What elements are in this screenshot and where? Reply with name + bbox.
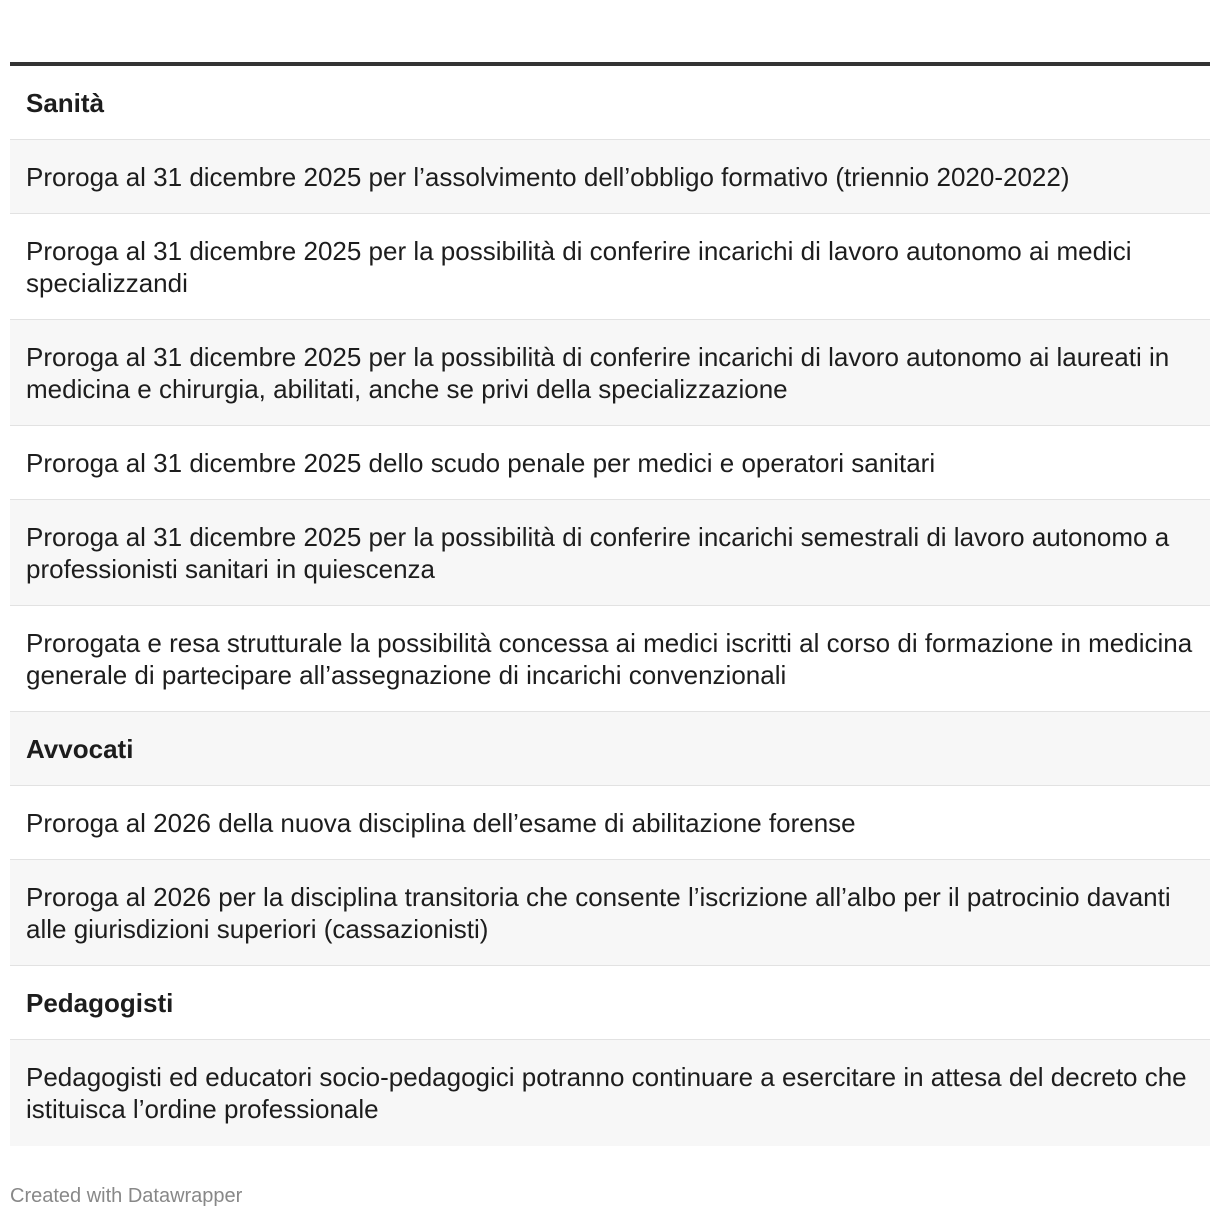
row-text: Prorogata e resa strutturale la possibilità concessa ai medici iscritti al corso di formazione in medicina generale di partecipare all’assegnazione di incarichi convenzionali [26, 627, 1193, 690]
table-row [10, 320, 1210, 426]
table-row [10, 214, 1210, 320]
row-text: Pedagogisti [26, 987, 174, 1018]
table-row [10, 426, 1210, 500]
row-text: Proroga al 31 dicembre 2025 per la possibilità di conferire incarichi di lavoro autonomo ai medici specializzandi [26, 235, 1132, 298]
row-text: Proroga al 2026 per la disciplina transitoria che consente l’iscrizione all’albo per il patrocinio davanti alle giurisdizioni superiori (cassazionisti) [26, 881, 1171, 944]
section-heading-avvocati [10, 712, 1210, 786]
row-text: Sanità [26, 87, 105, 118]
row-text: Proroga al 2026 della nuova disciplina dell’esame di abilitazione forense [26, 807, 856, 838]
row-text: Avvocati [26, 733, 134, 764]
row-text: Proroga al 31 dicembre 2025 per la possibilità di conferire incarichi semestrali di lavoro autonomo a professionisti sanitari in quiescenza [26, 521, 1170, 584]
table-row [10, 860, 1210, 966]
row-text: Proroga al 31 dicembre 2025 dello scudo penale per medici e operatori sanitari [26, 447, 936, 478]
section-heading-pedagogisti [10, 966, 1210, 1040]
row-text: Proroga al 31 dicembre 2025 per l’assolvimento dell’obbligo formativo (triennio 2020-2022) [26, 161, 1070, 192]
section-heading-sanita [10, 66, 1210, 140]
row-text: Proroga al 31 dicembre 2025 per la possibilità di conferire incarichi di lavoro autonomo ai laureati in medicina e chirurgia, abilitati, anche se privi della specializzazione [26, 341, 1170, 404]
row-text: Pedagogisti ed educatori socio-pedagogici potranno continuare a esercitare in attesa del decreto che istituisca l’ordine professionale [26, 1062, 1187, 1124]
table-row [10, 140, 1210, 214]
table-row [10, 1040, 1210, 1146]
data-table [10, 62, 1210, 1146]
table-row [10, 786, 1210, 860]
table-row [10, 606, 1210, 712]
table-row [10, 500, 1210, 606]
datawrapper-credit: Created with Datawrapper [10, 1185, 243, 1207]
